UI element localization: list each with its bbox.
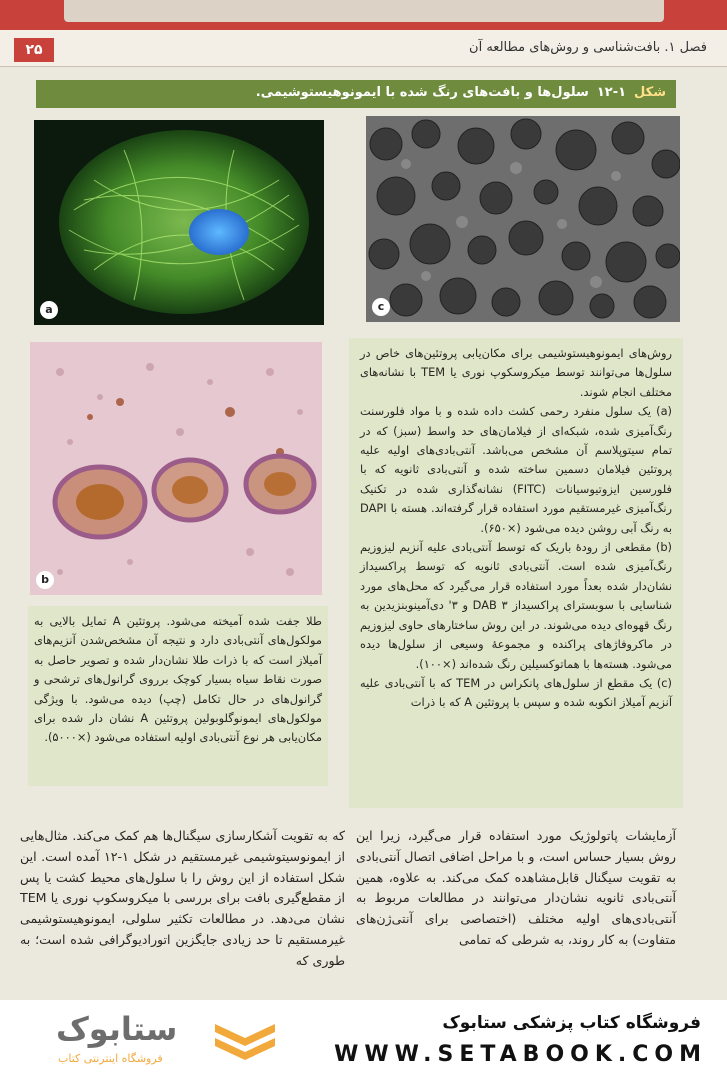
tem-granules-image (366, 116, 680, 322)
panel-label-b: b (36, 571, 54, 589)
chapter-title: فصل ۱. بافت‌شناسی و روش‌های مطالعه آن (469, 40, 707, 55)
book-logo-icon (210, 1016, 280, 1064)
figure-title-text: سلول‌ها و بافت‌های رنگ شده با ایمونوهیستوشیمی. (255, 85, 589, 100)
page-edge (64, 0, 664, 22)
store-logo-text: ستابوک (56, 1010, 178, 1048)
body-text-right-column: آزمایشات پاتولوژیک مورد استفاده قرار می‌گیرد، زیرا این روش بسیار حساس است، و با مراحل اضافی اتصال آنتی‌بادی به تقویت سیگنال قابل‌مشاهده کمک می‌کند. به علاوه، همین آنتی‌بادی ثانویه نشان‌دار می‌توانند در مطالعات مربوط به آنتی‌بادی‌های اولیه مختلف (اختصاصی برای آنتی‌ژن‌های متفاوت) به کار روند، به شرطی که تمامی (356, 828, 676, 947)
figure-title (256, 85, 666, 100)
micrograph-a (34, 120, 324, 325)
top-color-band (0, 0, 727, 30)
page-number: ۲۵ (14, 38, 54, 62)
panel-label-a: a (40, 301, 58, 319)
caption-part-b: (b) مقطعی از رودهٔ باریک که توسط آنتی‌بادی علیه آنزیم لیزوزیم رنگ‌آمیزی شده است. آنتی‌بادی ثانویه که توسط پراکسیداز نشان‌دار شده بعداً مورد استفاده قرار می‌گیرد که محل‌های مورد شناسایی با سوبسترای پراکسیداز DAB ۳ و ۳' دی‌آمینوبنزیدین به رنگ قهوه‌ای دیده می‌شوند. در این روش ساختارهای حاوی لیزوزیم در ماکروفاژهای پراکنده و مجموعهٔ وسیعی از سلول‌ها دیده می‌شود. هسته‌ها با هماتوکسیلین رنگ شده‌اند (×۱۰۰). (360, 540, 673, 671)
caption-part-c: (c) یک مقطع از سلول‌های پانکراس در TEM که با آنتی‌بادی علیه آنزیم آمیلاز انکوبه شده و سپس با پروتئین A که با ذرات (360, 675, 672, 710)
caption-intro: روش‌های ایمونوهیستوشیمی برای مکان‌یابی پروتئین‌های خاص در سلول‌ها می‌توانند توسط میکروسکوپ نوری یا TEM با نشانه‌های مختلف انجام شوند. (360, 346, 672, 399)
body-text-left-column: که به تقویت آشکارسازی سیگنال‌ها هم کمک می‌کند. مثال‌هایی از ایمونوسیتوشیمی غیرمستقیم در شکل ۱-۱۲ آمده است. این شکل استفاده از این روش را با سلول‌های محیط کشت یا پس از مقطع‌گیری بافت برای بررسی با میکروسکوپ نوری یا TEM نشان می‌دهد. در مطالعات تکثیر سلولی، ایمونوهیستوشیمی غیرمستقیم تا حد زیادی جایگزین اتورادیوگرافی شده است؛ به طوری که (20, 828, 345, 968)
figure-caption-left: طلا جفت شده آمیخته می‌شود. پروتئین A تمایل بالایی به مولکول‌های آنتی‌بادی دارد و نتیجه آن مشخص‌شدن آنزیم‌های آمیلاز است که با ذرات طلا نشان‌دار شده و تصویر حاصل به صورت نقاط سیاه بسیار کوچک برروی گرانول‌های ترشحی و گرانول‌های در حال تکامل (چپ) دیده می‌شود. با ویژگی مولکول‌های ایمونوگلوبولین پروتئین A نشان دار شده برای مکان‌یابی هر نوع آنتی‌بادی اولیه استفاده می‌شود (×۵۰۰۰). (34, 614, 322, 745)
micrograph-b (30, 342, 322, 595)
micrograph-c (366, 116, 680, 322)
intestine-section-image (30, 342, 322, 595)
figure-label: شکل (634, 85, 666, 100)
fluorescent-cell-image (34, 120, 324, 325)
store-title: فروشگاه کتاب پزشکی ستابوک (442, 1013, 701, 1033)
store-logo-subtitle: فروشگاه اینترنتی کتاب (58, 1052, 163, 1065)
figure-number: ۱-۱۲ (596, 85, 627, 100)
figure-title-bar (36, 80, 676, 108)
figure-caption-right (360, 344, 672, 713)
store-url[interactable]: WWW.SETABOOK.COM (334, 1042, 707, 1067)
panel-label-c: c (372, 298, 390, 316)
caption-part-a: (a) یک سلول منفرد رحمی کشت داده شده و با مواد فلورسنت رنگ‌آمیزی شده، شبکه‌ای از فیلامان‌های حد واسط (سبز) که در تمام سیتوپلاسم آن مشخص می‌باشد. آنتی‌بادی‌های اولیه علیه پروتئین فیلامان دسمین ساخته شده و آنتی‌بادی ثانویه که با فلورسین ایزوتیوسیانات (FITC) نشانه‌گذاری شده در تکنیک رنگ‌آمیزی غیرمستقیم مورد استفاده قرار گرفته‌اند. هسته با DAPI به رنگ آبی روشن دیده می‌شود (×۶۵۰). (360, 404, 672, 535)
